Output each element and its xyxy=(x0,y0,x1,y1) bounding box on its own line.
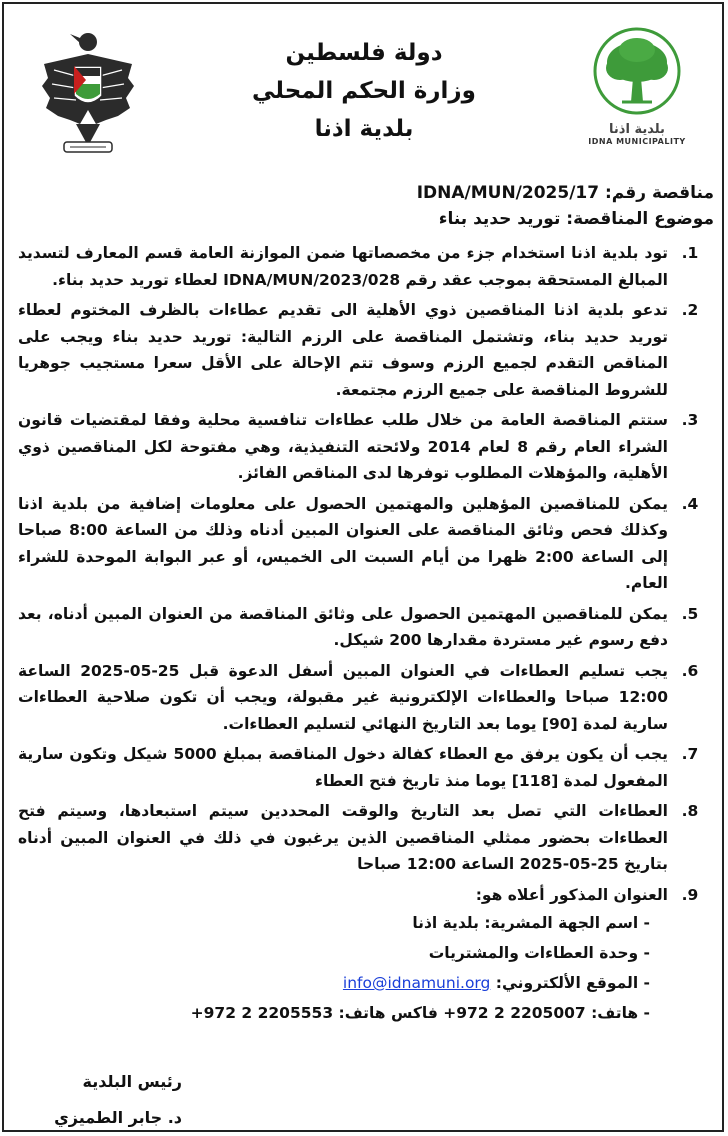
item-number: .4 xyxy=(681,494,699,513)
ministry-name: وزارة الحكم المحلي xyxy=(252,78,476,104)
address-phone: - هاتف: 2205007 2 972+ فاكس هاتف: 2205553 2 972+ xyxy=(18,998,650,1028)
tender-meta xyxy=(14,180,714,232)
address-website xyxy=(18,968,650,998)
item-text: يجب تسليم العطاءات في العنوان المبين أسفل الدعوة قبل 25-05-2025 الساعة 12:00 صباحا والعطاءات الإلكترونية غير مقبولة، ويجب أن تكون صلاحية العطاءات سارية لمدة [90] يوما بعد التاريخ النهائي لتسليم العطاءات. xyxy=(18,661,668,733)
header-titles xyxy=(234,34,494,148)
item-text: يمكن للمناقصين المهتمين الحصول على وثائق المناقصة من العنوان المبين أدناه، بعد دفع رسوم غير مستردة مقدارها 200 شيكل. xyxy=(18,604,668,649)
list-item xyxy=(18,407,712,487)
address-heading: العنوان المذكور أعلاه هو: xyxy=(475,885,668,904)
tender-number-label: مناقصة رقم: xyxy=(604,183,714,203)
tender-subject-line xyxy=(14,206,714,232)
tender-subject-label: موضوع المناقصة: xyxy=(566,209,714,229)
tree-icon xyxy=(592,26,682,116)
list-item xyxy=(18,601,712,654)
item-number: .7 xyxy=(681,745,699,763)
address-entity: - اسم الجهة المشرية: بلدية اذنا xyxy=(18,908,650,938)
list-item xyxy=(18,798,712,878)
item-text: العطاءات التي تصل بعد التاريخ والوقت المحددين سيتم استبعادها، وسيتم فتح العطاءات بحضور ممثلي المناقصين الذين يرغبون في ذلك في العنوان المبين أدناه بتاريخ 25-05-2025 الساعة 12:00 صباحا xyxy=(18,802,668,873)
item-number: .3 xyxy=(681,411,699,429)
list-item xyxy=(18,297,712,403)
list-item xyxy=(18,882,712,1029)
signature-block xyxy=(22,1064,182,1136)
item-text: تود بلدية اذنا استخدام جزء من مخصصاتها ضمن الموازنة العامة قسم المعارف لتسديد المبالغ المستحقة بموجب عقد رقم IDNA/MUN/2023/028 لعطاء توريد حديد بناء. xyxy=(18,244,668,289)
item-number: .6 xyxy=(681,661,699,680)
signature-name: د. جابر الطميزي xyxy=(54,1108,182,1127)
municipality-name: بلدية اذنا xyxy=(314,116,414,142)
list-item xyxy=(18,240,712,293)
item-number: .2 xyxy=(681,301,699,319)
address-list xyxy=(18,908,668,1028)
website-label: الموقع الألكتروني: xyxy=(495,974,639,992)
list-item xyxy=(18,491,712,597)
state-name: دولة فلسطين xyxy=(285,40,443,66)
list-item xyxy=(18,741,712,794)
email-link[interactable]: info@idnamuni.org xyxy=(342,974,491,992)
header xyxy=(4,4,722,180)
item-number: .5 xyxy=(681,604,699,623)
logo-caption-english: IDNA MUNICIPALITY xyxy=(588,137,686,146)
item-number: .8 xyxy=(681,802,699,820)
idna-municipality-logo xyxy=(582,26,692,156)
item-text: يمكن للمناقصين المؤهلين والمهتمين الحصول على معلومات إضافية من بلدية اذنا وكذلك فحص وثائق المناقصة على العنوان المبين أدناه وذلك من الساعة 8:00 صباحا إلى الساعة 2:00 ظهرا من أيام السبت الى الخميس، أو عبر البوابة الموحدة للشراء العام. xyxy=(18,494,669,592)
item-text: ستتم المناقصة العامة من خلال طلب عطاءات تنافسية محلية وفقا لمقتضيات قانون الشراء العام رقم 8 لعام 2014 ولائحته التنفيذية، وهي مفتوحة لكل المناقصين ذوي الأهلية، والمؤهلات المطلوب توفرها لدى المناقص الفائز. xyxy=(18,411,668,482)
announcement-frame xyxy=(2,2,724,1132)
tender-subject-value: توريد حديد بناء xyxy=(438,209,561,229)
logo-caption-arabic: بلدية اذنا xyxy=(609,122,665,137)
tender-terms xyxy=(18,240,712,1032)
list-item xyxy=(18,658,712,738)
signature-title: رئيس البلدية xyxy=(82,1072,182,1091)
item-text xyxy=(18,882,668,1029)
tender-number-value: IDNA/MUN/2025/17 xyxy=(416,183,600,203)
item-number: .1 xyxy=(681,244,699,262)
address-unit: - وحدة العطاءات والمشتريات xyxy=(18,938,650,968)
palestine-eagle-emblem xyxy=(40,24,136,162)
tender-number-line xyxy=(14,180,714,206)
item-text: تدعو بلدية اذنا المناقصين ذوي الأهلية الى تقديم عطاءات بالظرف المختوم لعطاء توريد حديد بناء، وتشتمل المناقصة على الرزم التالية: توريد حديد بناء ويجب على المناقص التقدم لجميع الرزم وسوف تتم الإحالة على الأقل سعرا مستجيب جوهريا للشروط المناقصة على جميع الرزم مجتمعة. xyxy=(18,301,668,399)
item-text: يجب أن يكون يرفق مع العطاء كفالة دخول المناقصة بمبلغ 5000 شيكل وتكون سارية المفعول لمدة [118] يوما منذ تاريخ فتح العطاء xyxy=(18,745,668,790)
item-number: .9 xyxy=(681,885,699,904)
